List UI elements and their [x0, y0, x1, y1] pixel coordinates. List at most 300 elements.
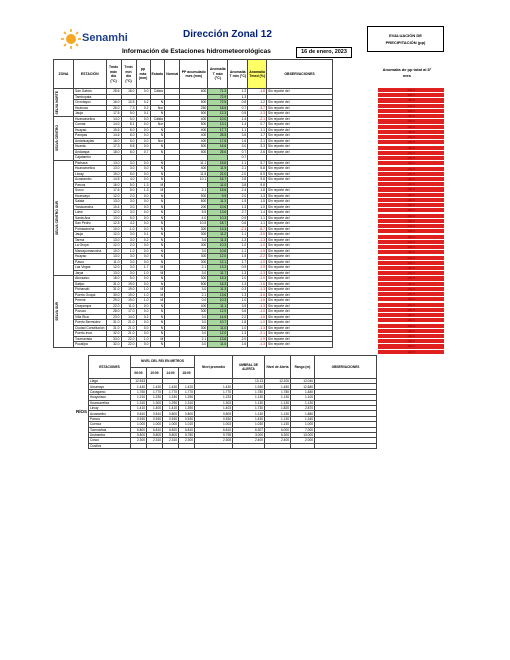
table-cell: N — [150, 342, 165, 348]
station-name: Pucallpa — [74, 342, 107, 348]
table-cell: 11.3 — [208, 287, 228, 293]
table-cell: -1.3 — [248, 270, 267, 276]
station-name: Acostambo — [74, 177, 107, 183]
anomaly-bar: 100.0 — [378, 350, 444, 354]
table-cell: 0.2 — [136, 314, 150, 320]
observation-cell: Sin reporte del — [267, 210, 333, 216]
table-cell: 4.0 — [180, 215, 208, 221]
table-cell: 31.0 — [106, 287, 121, 293]
hour-header: 18:00 — [179, 367, 195, 379]
table-cell: M — [150, 182, 165, 188]
river-level-cell: 1.420 — [179, 384, 195, 389]
table-cell: -1.3 — [248, 237, 267, 243]
river-threshold-cell: 7.000 — [291, 427, 315, 432]
table-cell: -1.0 — [248, 259, 267, 265]
table-cell: N — [150, 177, 165, 183]
station-name: Puerto Ocopa — [74, 292, 107, 298]
table-cell: 0.0 — [136, 89, 150, 95]
river-level-cell: 12.543 — [131, 379, 147, 384]
table-cell: 1.1 — [248, 221, 267, 227]
table-cell: 23.0 — [106, 314, 121, 320]
table-cell: 0.0 — [136, 122, 150, 128]
table-cell: N — [150, 248, 165, 254]
anomaly-bar: 100.0 — [378, 219, 444, 223]
evaluation-box — [367, 26, 444, 52]
anomaly-bar: 100.0 — [378, 224, 444, 228]
anomaly-bar: 100.0 — [378, 104, 444, 108]
table-cell: 1.3 — [228, 94, 248, 100]
table-cell: 1.0 — [136, 270, 150, 276]
table-cell: 1.7 — [228, 259, 248, 265]
table-cell: 3.0 — [180, 331, 208, 337]
station-name: Huancayo — [74, 193, 107, 199]
table-cell: 33.0 — [106, 336, 121, 342]
river-station-name: Ulcumayo — [89, 384, 131, 389]
anomaly-caption — [370, 67, 444, 79]
table-cell: 2.1 — [228, 166, 248, 172]
observation-cell: Sin reporte del — [267, 232, 333, 238]
observation-cell: Sin reporte del — [267, 336, 333, 342]
table-cell: 600 — [180, 199, 208, 205]
anomaly-bar: 100.0 — [378, 182, 444, 186]
table-cell: -1.3 — [248, 325, 267, 331]
table-cell: 22.0 — [106, 303, 121, 309]
anomaly-bar: 100.0 — [378, 245, 444, 249]
table-cell: 0.0 — [136, 221, 150, 227]
table-cell: 2.0 — [228, 193, 248, 199]
river-threshold-cell: 13.000 — [291, 432, 315, 437]
table-cell: 13.0 — [106, 160, 121, 166]
river-level-cell: 1.210 — [131, 395, 147, 400]
table-cell: 3.0 — [121, 232, 136, 238]
observation-cell: Sin reporte del — [267, 276, 333, 282]
anomaly-bar: 100.0 — [378, 334, 444, 338]
table-cell: -2.1 — [248, 331, 267, 337]
table-cell: 2.7 — [228, 210, 248, 216]
table-cell: 0.0 — [136, 325, 150, 331]
table-cell: M — [150, 270, 165, 276]
table-cell: 0.2 — [136, 237, 150, 243]
table-cell: 10.6 — [208, 248, 228, 254]
river-station-name: Huancavelica — [89, 400, 131, 405]
station-name: Jarpa — [74, 270, 107, 276]
river-threshold-cell: 1.450 — [265, 384, 291, 389]
table-cell: 1.7 — [136, 265, 150, 271]
table-cell: 10.0 — [106, 226, 121, 232]
table-cell: 3.3 — [248, 144, 267, 150]
table-cell: 1.3 — [228, 204, 248, 210]
col-header: Anomalía T mín (°C) — [228, 60, 248, 89]
station-name: Ciudad Constitución — [75, 325, 105, 330]
table-cell: 3.0 — [121, 265, 136, 271]
river-station-name: Cusillos — [89, 443, 131, 448]
table-cell: 1.8 — [248, 188, 267, 194]
anomaly-bar: 100.0 — [378, 292, 444, 296]
table-cell: 3.0 — [121, 270, 136, 276]
table-cell: 13.6 — [208, 292, 228, 298]
observation-cell: Sin reporte del — [267, 265, 333, 271]
table-cell: 6.9 — [248, 171, 267, 177]
table-cell: 10.0 — [106, 248, 121, 254]
table-cell: 18.0 — [106, 149, 121, 155]
table-cell: 26.0 — [106, 105, 121, 111]
river-station-name: Cuenca — [89, 422, 131, 427]
table-cell: 3.0 — [228, 144, 248, 150]
table-cell: 10.5 — [121, 100, 136, 106]
table-cell: 1.1 — [248, 127, 267, 133]
table-cell: 300 — [180, 243, 208, 249]
table-cell: 13.3 — [208, 226, 228, 232]
river-level-cell: 2.300 — [131, 438, 147, 443]
station-name: Puerto Bermúdez — [74, 320, 107, 326]
table-cell: 16.3 — [208, 281, 228, 287]
table-cell: 3.0 — [121, 259, 136, 265]
evaluation-title-line2: PRECIPITACIÓN (pp) — [385, 40, 426, 45]
table-cell: 1.0 — [228, 325, 248, 331]
table-cell: M — [150, 292, 165, 298]
table-cell: 71.3 — [208, 89, 228, 95]
table-cell: N — [150, 331, 165, 337]
table-cell: 1.6 — [228, 138, 248, 144]
secondary-header-row — [89, 356, 377, 368]
table-cell: 1.1 — [228, 232, 248, 238]
station-name: Tournavista — [74, 336, 107, 342]
table-cell: 12.0 — [106, 243, 121, 249]
table-cell: 17.7 — [208, 127, 228, 133]
page-subtitle: Información de Estaciones hidrometeorológicas — [122, 48, 271, 55]
table-cell: 32.0 — [106, 331, 121, 337]
observation-cell: Sin reporte del — [267, 133, 333, 139]
table-cell: 3.0 — [121, 210, 136, 216]
observation-cell: Sin reporte del — [267, 111, 333, 117]
table-cell: 2.0 — [121, 193, 136, 199]
table-cell: 6.0 — [121, 149, 136, 155]
river-level-cell: 1.310 — [179, 400, 195, 405]
anomaly-bar: 100.0 — [378, 151, 444, 155]
table-cell: 1.3 — [228, 237, 248, 243]
river-threshold-cell: 1.130 — [265, 411, 291, 416]
table-cell: 0.0 — [136, 138, 150, 144]
table-cell: 10.3 — [208, 243, 228, 249]
anomaly-bar: 100.0 — [378, 240, 444, 244]
table-cell: 11.1 — [208, 303, 228, 309]
table-cell: 0.0 — [136, 199, 150, 205]
table-cell: 1.0 — [121, 248, 136, 254]
anomaly-bar: 100.0 — [378, 146, 444, 150]
col-header: OBSERVACIONES — [267, 60, 333, 89]
table-cell: -1.5 — [248, 248, 267, 254]
table-cell: N — [150, 320, 165, 326]
table-cell: 19.0 — [121, 281, 136, 287]
table-cell: -1.0 — [248, 309, 267, 315]
river-level-cell: 6.810 — [147, 427, 163, 432]
river-threshold-cell: 3.000 — [233, 432, 265, 437]
station-name: Cajatambo — [74, 155, 107, 161]
table-cell: 500 — [180, 122, 208, 128]
river-threshold-cell: 12.100 — [265, 379, 291, 384]
avg-header: Nivel promedio — [195, 356, 233, 379]
table-cell: 300 — [180, 309, 208, 315]
table-cell: 5.0 — [121, 171, 136, 177]
anomaly-bar: 100.0 — [378, 297, 444, 301]
table-cell: 10.6 — [208, 204, 228, 210]
table-cell: 30.0 — [106, 292, 121, 298]
table-cell: 11.0 — [106, 259, 121, 265]
observation-cell: Sin reporte del — [267, 254, 333, 260]
table-cell: 13.0 — [106, 215, 121, 221]
table-cell: 32.0 — [106, 342, 121, 348]
table-cell: 3.6 — [228, 133, 248, 139]
table-cell: 2.1 — [180, 292, 208, 298]
river-level-cell: 0.800 — [163, 411, 179, 416]
table-cell: 11.0 — [208, 325, 228, 331]
table-cell: 21.0 — [121, 331, 136, 337]
table-cell: 0.9 — [228, 265, 248, 271]
station-name: Satipo — [74, 281, 107, 287]
river-level-cell — [195, 443, 233, 448]
table-cell: 4.2 — [121, 221, 136, 227]
table-cell: 0.7 — [228, 105, 248, 111]
anomaly-bar: 100.0 — [378, 276, 444, 280]
table-cell: 2.0 — [228, 171, 248, 177]
table-cell: 5.0 — [121, 111, 136, 117]
table-cell: 12.0 — [106, 193, 121, 199]
table-cell: 16.0 — [106, 138, 121, 144]
table-cell: 3.0 — [121, 204, 136, 210]
observation-cell: Sin reporte del — [267, 237, 333, 243]
anomaly-bar: 100.0 — [378, 198, 444, 202]
river-level-cell — [163, 443, 179, 448]
table-cell: 11.0 — [208, 182, 228, 188]
station-name: San Pedro — [74, 221, 107, 227]
alert-level-header: Nivel de Alerta — [265, 356, 291, 379]
observation-cell: Sin reporte del — [267, 243, 333, 249]
river-level-cell: 2.305 — [195, 438, 233, 443]
table-cell: 21.0 — [121, 325, 136, 331]
observation-cell: Sin reporte del — [267, 259, 333, 265]
table-cell: N — [150, 221, 165, 227]
river-level-cell: 1.290 — [163, 400, 179, 405]
anomaly-bar: 100.0 — [378, 208, 444, 212]
station-name: Jauja — [74, 111, 107, 117]
observation-cell: Sin reporte del — [267, 298, 333, 304]
river-threshold-cell: 1.000 — [291, 422, 315, 427]
observation-cell: Sin reporte del — [267, 320, 333, 326]
table-cell: N — [150, 100, 165, 106]
river-station-name: Acostambo — [89, 411, 131, 416]
anomaly-bar: 100.0 — [378, 109, 444, 113]
river-level-cell: 1.010 — [179, 422, 195, 427]
anomaly-bar: 100.0 — [378, 167, 444, 171]
table-cell: 72.5 — [208, 100, 228, 106]
table-cell: N — [150, 303, 165, 309]
table-cell: 11.3 — [208, 237, 228, 243]
table-cell: Nor — [150, 105, 165, 111]
table-cell: -8.7 — [248, 226, 267, 232]
table-cell: 0.7 — [228, 155, 248, 161]
table-cell: N — [150, 133, 165, 139]
anomaly-bar: 100.0 — [378, 114, 444, 118]
table-cell: 1.1 — [228, 127, 248, 133]
table-cell: 10.7 — [208, 320, 228, 326]
table-cell: 3.0 — [121, 199, 136, 205]
observation-cell: Sin reporte del — [267, 138, 333, 144]
anomaly-bar: 100.0 — [378, 250, 444, 254]
table-cell: 1.4 — [248, 210, 267, 216]
river-threshold-cell: 2.400 — [265, 438, 291, 443]
table-cell: 300 — [180, 276, 208, 282]
river-level-cell: 1.303 — [195, 400, 233, 405]
station-name: Perené — [74, 298, 107, 304]
river-threshold-cell: 1.430 — [233, 416, 265, 421]
evaluation-title-line1: EVALUACIÓN DE — [389, 33, 422, 38]
table-cell: 1.7 — [248, 133, 267, 139]
observation-cell: Sin reporte del — [267, 149, 333, 155]
table-cell: 500 — [180, 281, 208, 287]
station-name: Pomacancha — [74, 226, 107, 232]
hour-header: 06:00 — [131, 367, 147, 379]
observation-cell: Sin reporte del — [267, 188, 333, 194]
table-cell: 1.1 — [228, 160, 248, 166]
table-cell: 0.0 — [136, 281, 150, 287]
table-cell: 72.9 — [208, 94, 228, 100]
col-header: Tmáx máx día (°C) — [106, 60, 121, 89]
table-cell: 500 — [180, 149, 208, 155]
table-cell: 12.9 — [208, 309, 228, 315]
table-cell: N — [150, 127, 165, 133]
table-cell: 0.0 — [136, 204, 150, 210]
table-cell: 29.0 — [106, 298, 121, 304]
table-cell: 28.0 — [106, 309, 121, 315]
table-cell: 1.5 — [228, 199, 248, 205]
observation-cell: Sin reporte del — [267, 281, 333, 287]
col-header: PP acumulado mes (mm) — [180, 60, 208, 89]
river-row — [89, 443, 377, 448]
table-cell: 300 — [180, 232, 208, 238]
table-cell: -2.3 — [228, 226, 248, 232]
station-name: Comas — [74, 122, 107, 128]
river-threshold-cell: 1.130 — [265, 416, 291, 421]
river-threshold-cell: 1.780 — [265, 389, 291, 394]
station-name: Atocsaico — [74, 276, 107, 282]
river-level-cell: 1.000 — [131, 422, 147, 427]
anomaly-bar: 100.0 — [378, 235, 444, 239]
table-cell: N — [150, 254, 165, 260]
table-cell: 5.0 — [121, 276, 136, 282]
table-cell: 17.6 — [106, 188, 121, 194]
observation-cell: Sin reporte del — [267, 127, 333, 133]
senamhi-logo — [60, 28, 128, 54]
observation-cell: Sin reporte del — [267, 144, 333, 150]
anomaly-bar: 100.0 — [378, 193, 444, 197]
table-cell: 11.5 — [180, 171, 208, 177]
table-cell: 0.0 — [136, 254, 150, 260]
observation-cell: Sin reporte del — [267, 221, 333, 227]
table-row — [54, 342, 333, 348]
table-cell: 400 — [180, 127, 208, 133]
table-cell: 19.0 — [121, 287, 136, 293]
river-threshold-cell: 1.930 — [233, 384, 265, 389]
table-cell: 2.4 — [228, 188, 248, 194]
table-cell: 22.0 — [121, 342, 136, 348]
table-cell: 11.3 — [208, 199, 228, 205]
river-threshold-cell: 1.820 — [265, 405, 291, 410]
table-cell: N — [150, 149, 165, 155]
table-cell: 1.0 — [136, 336, 150, 342]
table-cell: 0.7 — [136, 149, 150, 155]
table-cell: 12.0 — [208, 331, 228, 337]
river-level-cell: 1.430 — [163, 384, 179, 389]
table-cell: 0.0 — [136, 226, 150, 232]
table-cell: 0.2 — [136, 100, 150, 106]
station-name: Oxapampa — [74, 303, 107, 309]
table-cell: 0.0 — [136, 320, 150, 326]
table-cell: 0.0 — [136, 193, 150, 199]
station-name: Pichanaki — [74, 287, 107, 293]
table-cell: 0.0 — [136, 276, 150, 282]
anomaly-bar: 100.0 — [378, 88, 444, 92]
table-cell: 31.0 — [106, 320, 121, 326]
table-cell: -1.0 — [248, 243, 267, 249]
river-level-cell: 1.003 — [195, 422, 233, 427]
observation-cell: Sin reporte del — [267, 105, 333, 111]
table-cell: 14.6 — [106, 133, 121, 139]
anomaly-bar: 100.0 — [378, 135, 444, 139]
table-cell: 6.0 — [121, 127, 136, 133]
table-cell: -2.2 — [248, 254, 267, 260]
river-level-cell: 0.530 — [147, 416, 163, 421]
table-cell: 0.3 — [228, 287, 248, 293]
station-name: Chontayoc — [74, 100, 107, 106]
river-threshold-cell: 12.040 — [291, 379, 315, 384]
table-cell: 16.0 — [106, 182, 121, 188]
station-name: Laive — [74, 210, 107, 216]
table-cell: 0.7 — [228, 149, 248, 155]
river-threshold-cell: 1.130 — [291, 400, 315, 405]
river-level-cell — [179, 443, 195, 448]
table-cell: 5.5 — [121, 144, 136, 150]
observation-cell: Sin reporte del — [267, 342, 333, 348]
table-cell: 300 — [180, 259, 208, 265]
anomaly-bar: 100.0 — [378, 156, 444, 160]
river-level-cell: 1.430 — [195, 384, 233, 389]
table-cell: N — [150, 259, 165, 265]
table-cell: 1.4 — [228, 122, 248, 128]
hour-header: 14:00 — [163, 367, 179, 379]
table-cell: 500 — [180, 144, 208, 150]
table-cell: 1.5 — [228, 254, 248, 260]
river-level-cell: 0.530 — [179, 416, 195, 421]
river-level-cell: 1.410 — [163, 405, 179, 410]
anomaly-bar: 100.0 — [378, 329, 444, 333]
table-cell: 300 — [180, 226, 208, 232]
table-cell: 1.3 — [228, 292, 248, 298]
table-cell: N — [150, 325, 165, 331]
table-cell: 13.0 — [106, 237, 121, 243]
table-cell: 1.0 — [136, 298, 150, 304]
table-cell: 3.0 — [121, 237, 136, 243]
col-header: Estado — [150, 60, 165, 89]
table-cell: 400 — [180, 303, 208, 309]
table-cell: 14.0 — [106, 122, 121, 128]
table-cell: 1.2 — [228, 89, 248, 95]
table-cell: -1.0 — [121, 226, 136, 232]
page-title: Dirección Zonal 12 — [183, 29, 272, 40]
table-cell: 0.8 — [228, 100, 248, 106]
table-cell: 400 — [180, 116, 208, 122]
river-threshold-cell — [291, 443, 315, 448]
river-station-name: Cavagamo — [89, 389, 131, 394]
